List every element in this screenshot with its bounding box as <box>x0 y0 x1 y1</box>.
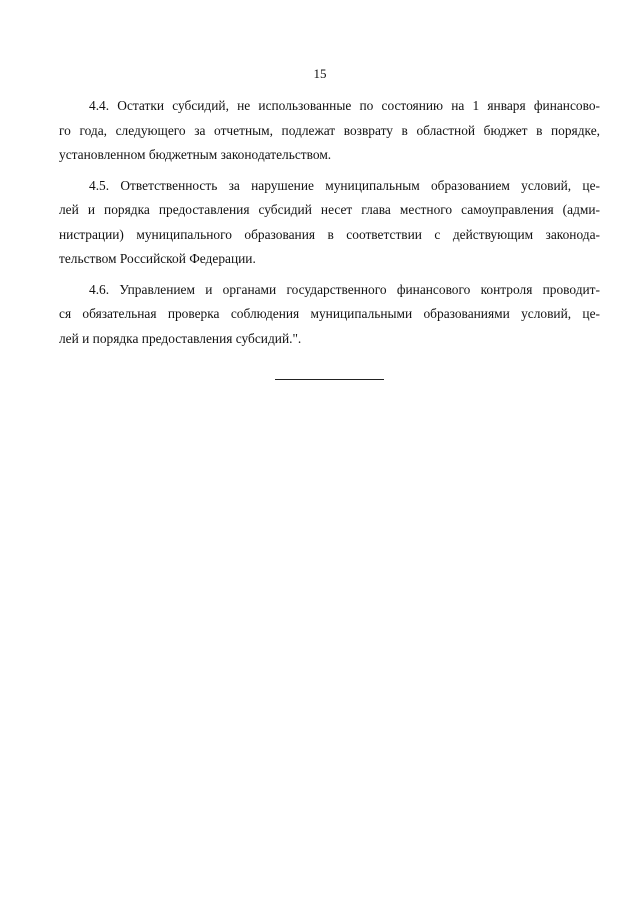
paragraph-line: установленном бюджетным законодательством. <box>59 147 332 162</box>
page-number: 15 <box>313 66 327 81</box>
paragraph-4-5 <box>59 174 600 272</box>
paragraph-line: 4.4. Остатки субсидий, не использованные по состоянию на 1 января финансово- <box>89 98 600 113</box>
paragraph-line: нистрации) муниципального образования в соответствии с действующим законода- <box>59 226 600 242</box>
paragraph-line: го года, следующего за отчетным, подлежат возврату в областной бюджет в порядке, <box>59 122 600 138</box>
paragraph-line: лей и порядка предоставления субсидий.". <box>59 330 302 346</box>
paragraph-line: ся обязательная проверка соблюдения муниципальными образованиями условий, це- <box>59 306 600 321</box>
paragraph-line: тельством Российской Федерации. <box>59 251 256 266</box>
paragraph-4-4 <box>59 94 600 168</box>
paragraph-line: 4.6. Управлением и органами государственного финансового контроля проводит- <box>89 281 600 297</box>
paragraph-4-6 <box>59 278 600 352</box>
paragraph-line: лей и порядка предоставления субсидий несет глава местного самоуправления (адми- <box>59 202 600 217</box>
end-of-document-rule <box>275 379 384 380</box>
paragraph-line: 4.5. Ответственность за нарушение муниципальным образованием условий, це- <box>89 177 600 193</box>
document-body <box>59 94 600 357</box>
